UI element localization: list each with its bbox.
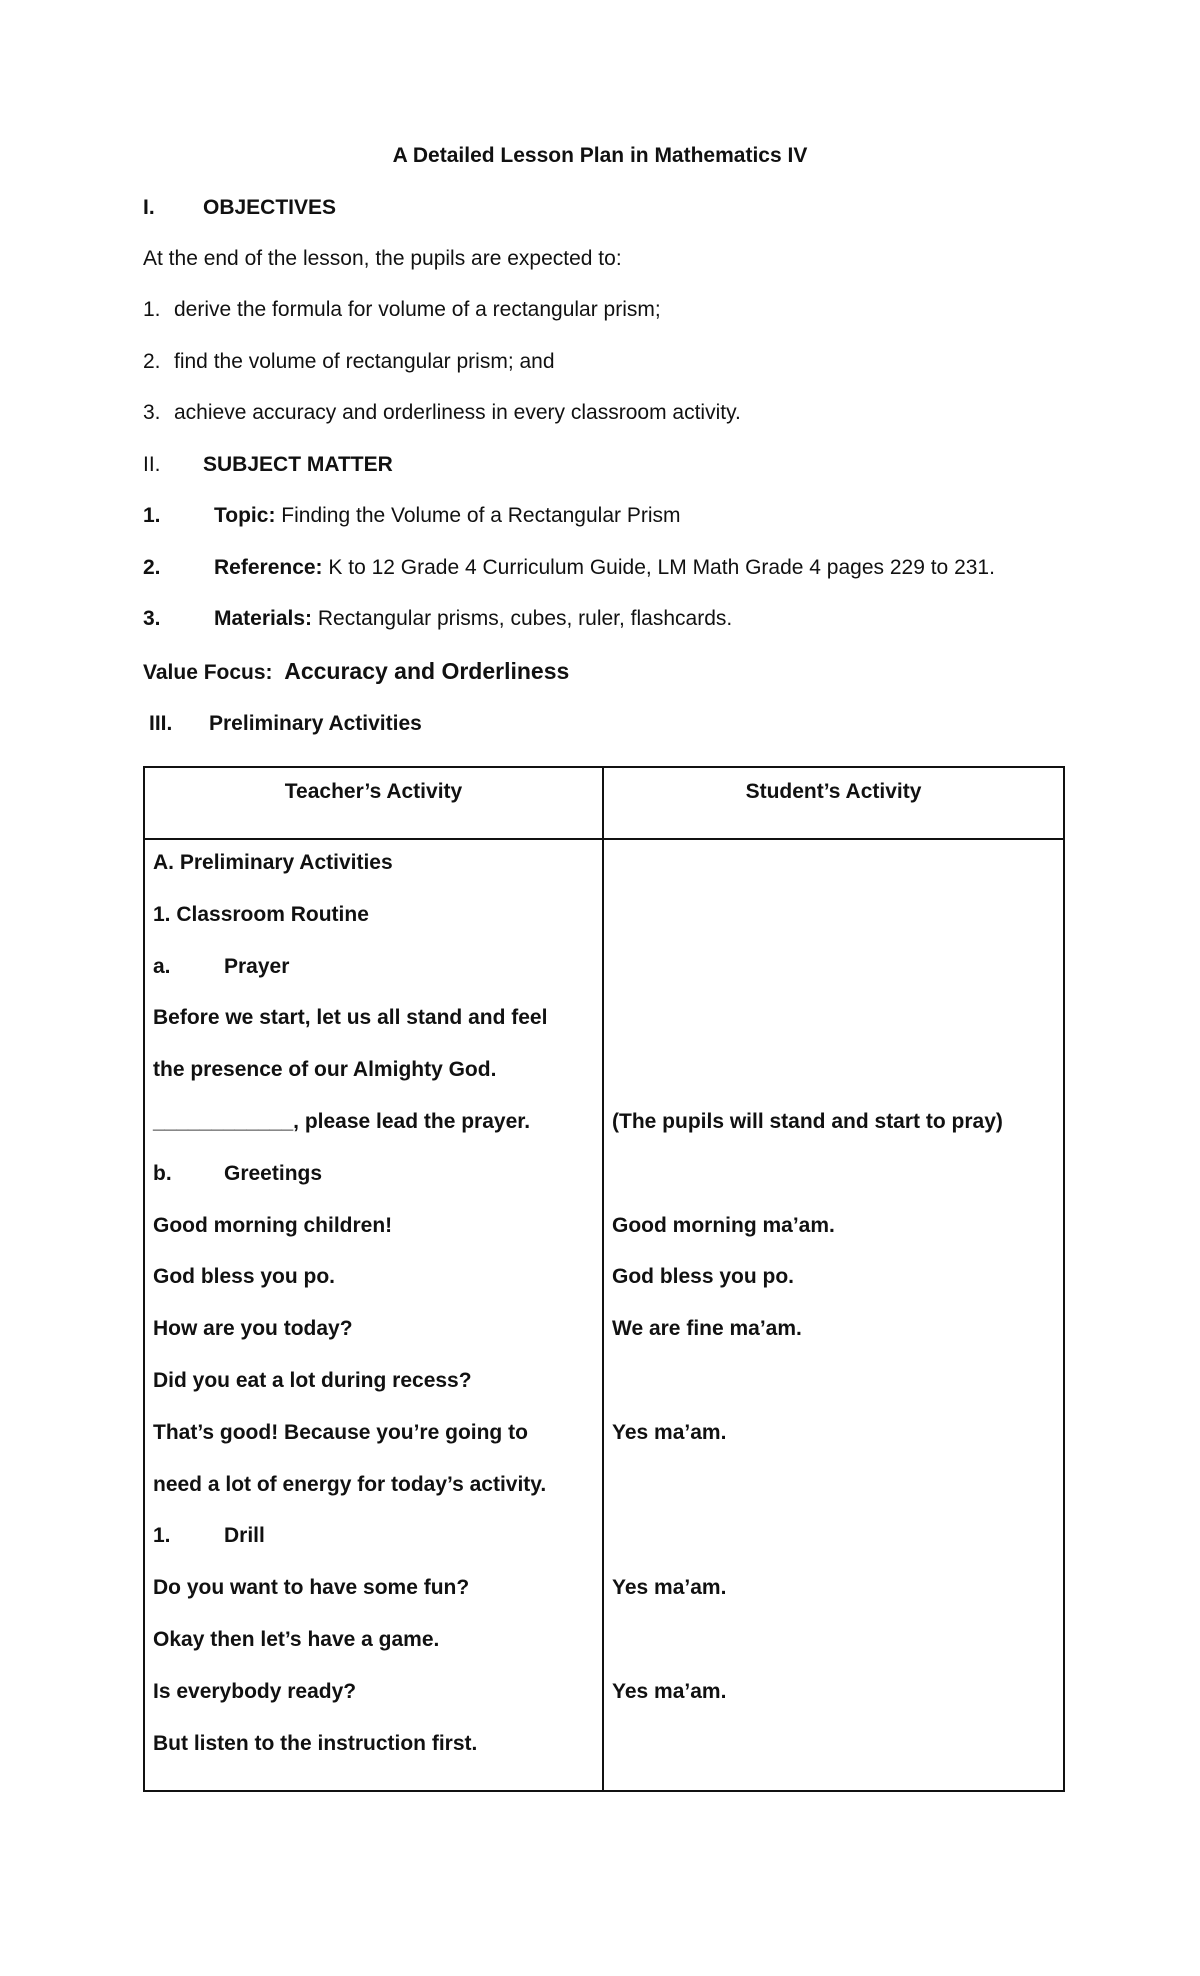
teacher-line: How are you today? bbox=[153, 1317, 353, 1341]
activity-table bbox=[143, 766, 1065, 1792]
objective-item: 2. find the volume of rectangular prism; and bbox=[143, 350, 555, 373]
objective-item: 1. derive the formula for volume of a rectangular prism; bbox=[143, 298, 661, 321]
student-line: Yes ma’am. bbox=[612, 1679, 727, 1703]
subject-matter-heading: II. SUBJECT MATTER bbox=[143, 453, 393, 476]
teacher-line: Okay then let’s have a game. bbox=[153, 1627, 440, 1651]
student-line: (The pupils will stand and start to pray) bbox=[612, 1109, 1003, 1133]
student-line bbox=[612, 1005, 1055, 1057]
teacher-line: A. Preliminary Activities bbox=[153, 851, 393, 874]
objectives-intro: At the end of the lesson, the pupils are expected to: bbox=[143, 247, 622, 270]
student-line bbox=[612, 1472, 1055, 1524]
teacher-activity-header: Teacher’s Activity bbox=[144, 767, 603, 839]
teacher-line: Before we start, let us all stand and feel bbox=[153, 1006, 548, 1030]
student-line bbox=[612, 1731, 1055, 1783]
student-activity-header: Student’s Activity bbox=[603, 767, 1064, 839]
teacher-line: Do you want to have some fun? bbox=[153, 1576, 470, 1600]
student-line: God bless you po. bbox=[612, 1265, 795, 1289]
teacher-line: b. Greetings bbox=[153, 1161, 323, 1185]
student-line bbox=[612, 1368, 1055, 1420]
student-line bbox=[612, 850, 1055, 902]
student-line bbox=[612, 954, 1055, 1006]
teacher-line: a. Prayer bbox=[153, 954, 290, 978]
teacher-line: 1. Classroom Routine bbox=[153, 902, 369, 926]
table-header-row bbox=[144, 767, 1064, 839]
objectives-heading: I. OBJECTIVES bbox=[143, 196, 337, 219]
table-body-row bbox=[144, 839, 1064, 1791]
teacher-line: But listen to the instruction first. bbox=[153, 1731, 478, 1755]
teacher-line: Did you eat a lot during recess? bbox=[153, 1368, 472, 1392]
student-line bbox=[612, 1627, 1055, 1679]
teacher-line: the presence of our Almighty God. bbox=[153, 1058, 497, 1082]
teacher-line: ____________, please lead the prayer. bbox=[153, 1109, 531, 1133]
student-line: Yes ma’am. bbox=[612, 1576, 727, 1600]
teacher-line: That’s good! Because you’re going to bbox=[153, 1420, 528, 1444]
value-focus: Value Focus: Accuracy and Orderliness bbox=[143, 658, 570, 684]
student-line bbox=[612, 1057, 1055, 1109]
teacher-line: 1. Drill bbox=[153, 1524, 265, 1548]
teacher-line: God bless you po. bbox=[153, 1265, 336, 1289]
student-line: Yes ma’am. bbox=[612, 1420, 727, 1444]
student-line bbox=[612, 1523, 1055, 1575]
objective-item: 3. achieve accuracy and orderliness in every classroom activity. bbox=[143, 401, 741, 424]
student-line bbox=[612, 1161, 1055, 1213]
subject-item-topic: 1. Topic: Finding the Volume of a Rectangular Prism bbox=[143, 504, 681, 527]
subject-item-reference: 2. Reference: K to 12 Grade 4 Curriculum Guide, LM Math Grade 4 pages 229 to 231. bbox=[143, 556, 995, 579]
subject-item-materials: 3. Materials: Rectangular prisms, cubes, ruler, flashcards. bbox=[143, 607, 733, 630]
teacher-activity-cell bbox=[144, 839, 603, 1791]
preliminary-heading: III. Preliminary Activities bbox=[149, 712, 422, 735]
student-activity-cell bbox=[603, 839, 1064, 1791]
teacher-line: Good morning children! bbox=[153, 1213, 393, 1237]
teacher-line: Is everybody ready? bbox=[153, 1679, 357, 1703]
student-line: We are fine ma’am. bbox=[612, 1317, 802, 1341]
student-line bbox=[612, 902, 1055, 954]
teacher-line: need a lot of energy for today’s activity. bbox=[153, 1472, 547, 1496]
document-title: A Detailed Lesson Plan in Mathematics IV bbox=[392, 144, 808, 167]
student-line: Good morning ma’am. bbox=[612, 1213, 835, 1237]
